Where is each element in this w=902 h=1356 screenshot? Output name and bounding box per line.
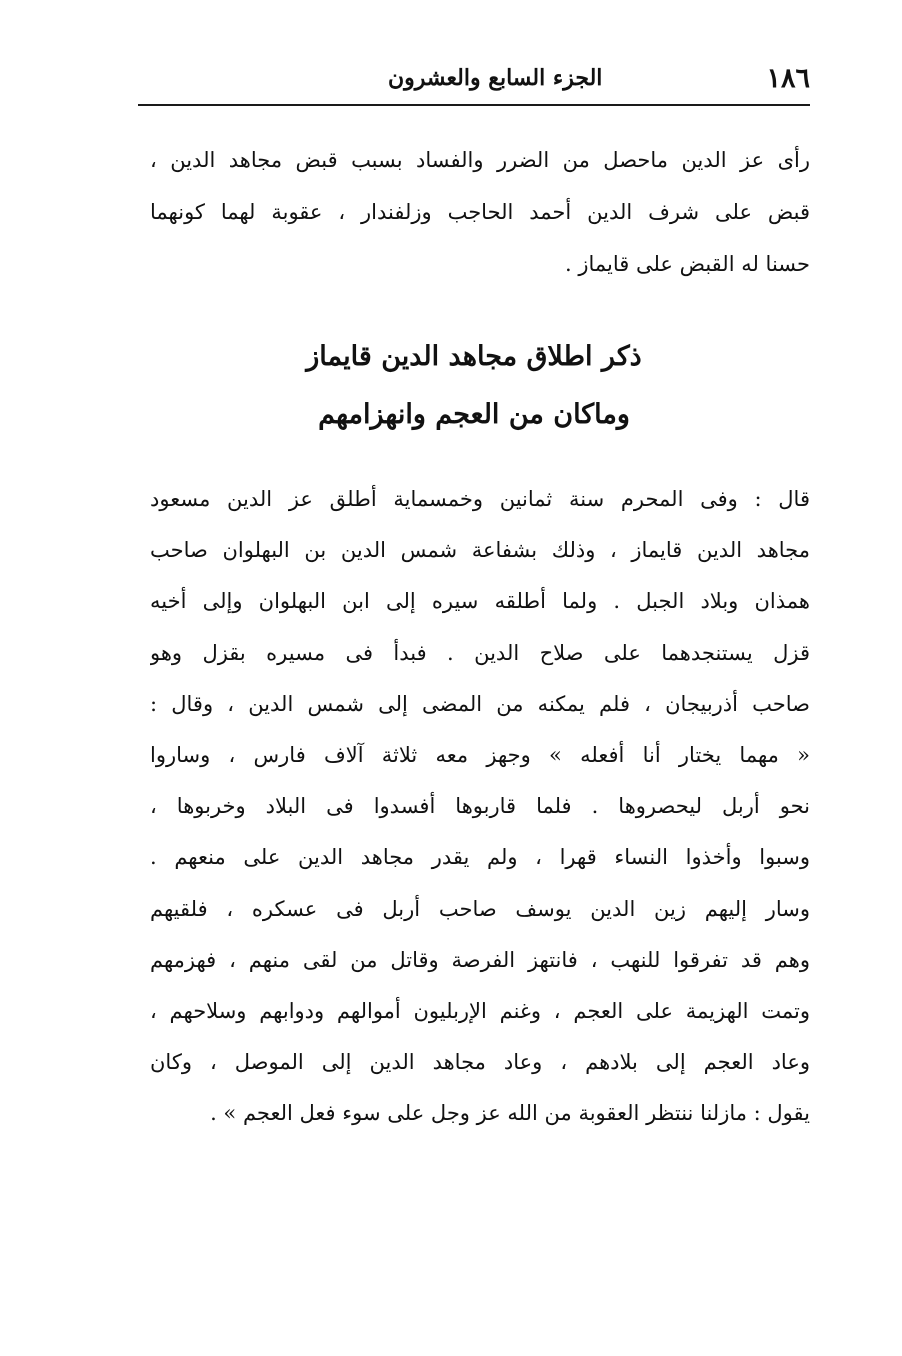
text-line: رأى عز الدين ماحصل من الضرر والفساد بسبب قبض مجاهد الدين ، [150, 148, 810, 172]
text-line: حسنا له القبض على قايماز . [564, 252, 810, 276]
running-title: الجزء السابع والعشرون [388, 65, 603, 91]
section-heading [138, 328, 810, 444]
text-line: وهم قد تفرقوا للنهب ، فانتهز الفرصة وقاتل من لقى منهم ، فهزمهم [150, 947, 810, 972]
header-rule [138, 104, 810, 106]
text-line: قبض على شرف الدين أحمد الحاجب وزلفندار ، عقوبة لهما كونهما [150, 200, 810, 224]
text-line: صاحب أذربيجان ، فلم يمكنه من المضى إلى شمس الدين ، وقال : [150, 691, 810, 716]
text-line: قال : وفى المحرم سنة ثمانين وخمسماية أطلق عز الدين مسعود [150, 487, 810, 511]
heading-line: وماكان من العجم وانهزامهم [318, 399, 630, 430]
body-paragraph [150, 474, 810, 1139]
text-line: همذان وبلاد الجبل . ولما أطلقه سيره إلى ابن البهلوان وإلى أخيه [150, 589, 810, 614]
text-line: قزل يستنجدهما على صلاح الدين . فبدأ فى مسيره بقزل وهو [150, 640, 810, 665]
text-line: مجاهد الدين قايماز ، وذلك بشفاعة شمس الدين بن البهلوان صاحب [150, 538, 810, 563]
text-line: وسار إليهم زين الدين يوسف صاحب أربل فى عسكره ، فلقيهم [150, 896, 810, 921]
intro-paragraph [150, 134, 810, 290]
text-line: وعاد العجم إلى بلادهم ، وعاد مجاهد الدين إلى الموصل ، وكان [150, 1050, 810, 1075]
text-line: يقول : مازلنا ننتظر العقوبة من الله عز وجل على سوء فعل العجم » . [210, 1101, 810, 1126]
text-line: وتمت الهزيمة على العجم ، وغنم الإربليون أموالهم ودوابهم وسلاحهم ، [150, 998, 810, 1023]
text-line: وسبوا وأخذوا النساء قهرا ، ولم يقدر مجاهد الدين على منعهم . [150, 845, 810, 870]
text-line: « مهما يختار أنا أفعله » وجهز معه ثلاثة آلاف فارس ، وساروا [150, 742, 810, 767]
page-header [138, 58, 810, 98]
text-line: نحو أربل ليحصروها . فلما قاربوها أفسدوا فى البلاد وخربوها ، [150, 794, 810, 819]
heading-line: ذكر اطلاق مجاهد الدين قايماز [306, 341, 642, 372]
page-number: ١٨٦ [766, 62, 810, 94]
